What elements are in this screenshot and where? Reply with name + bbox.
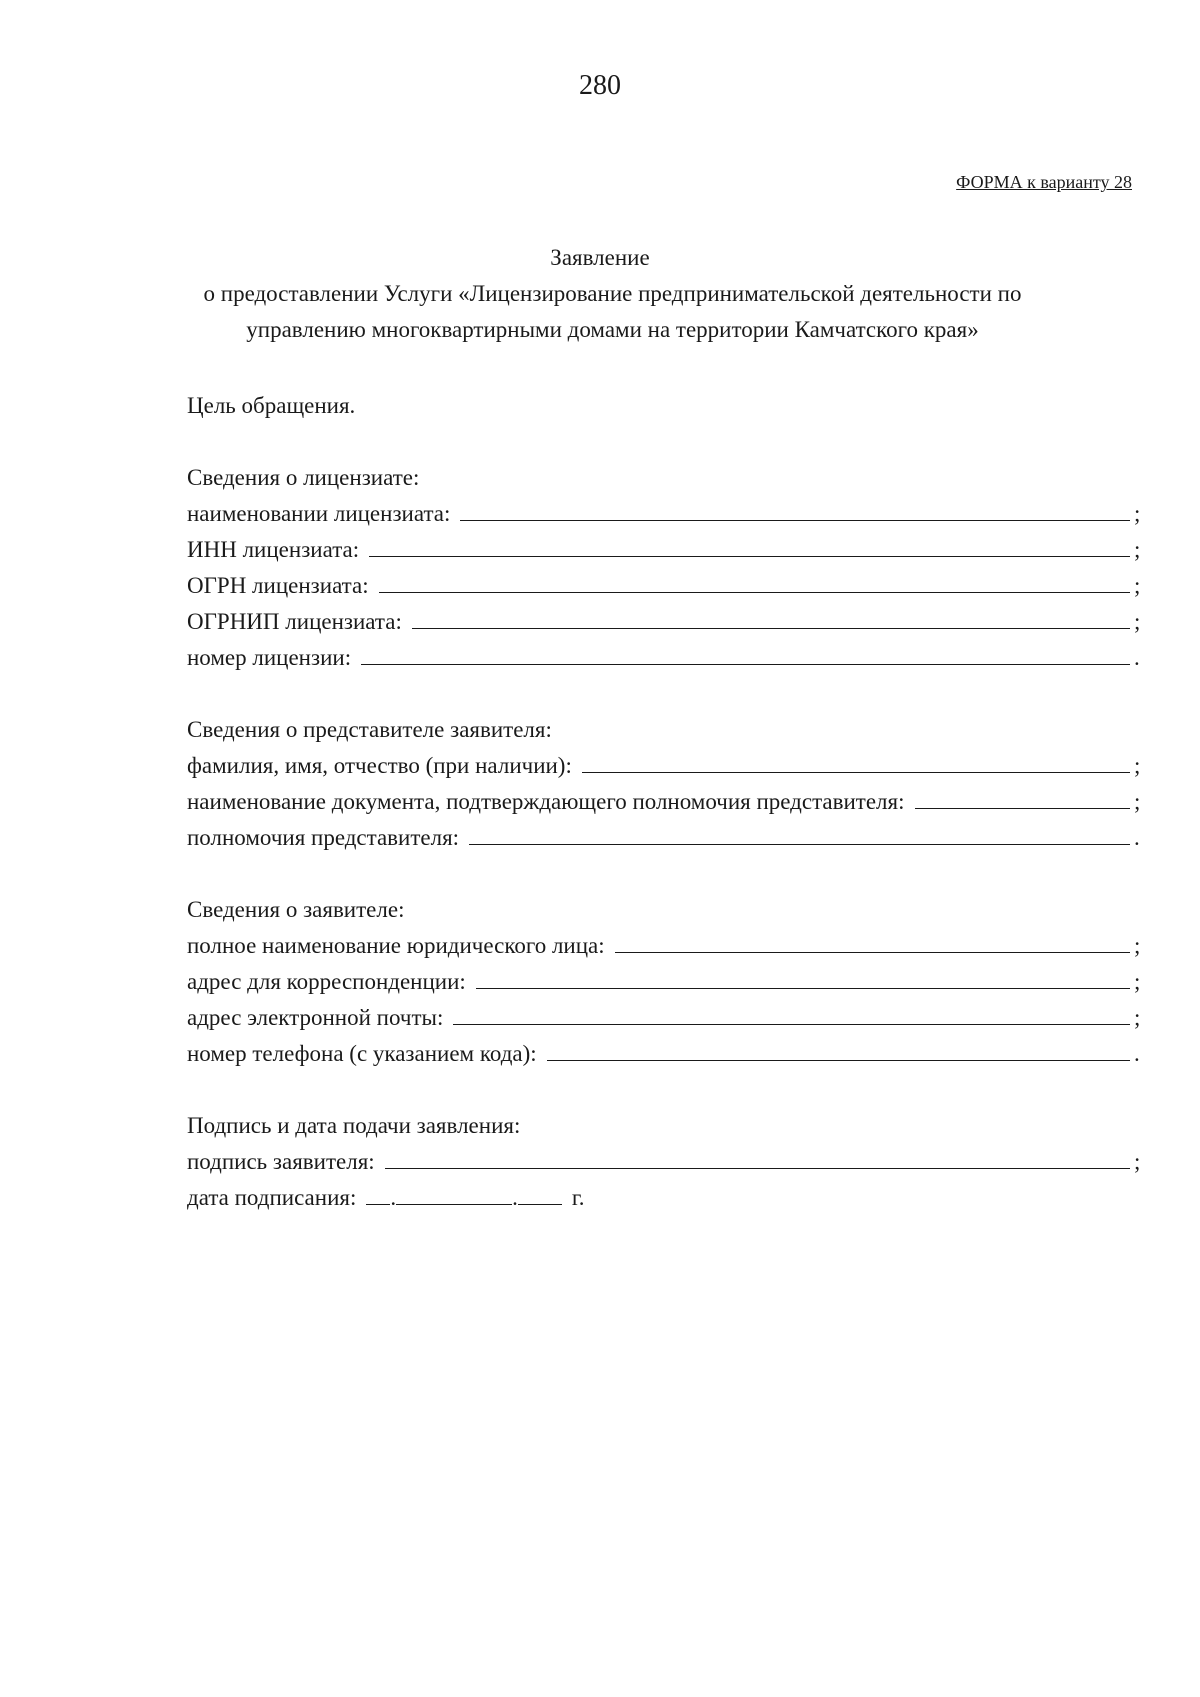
applicant-phone-row: номер телефона (с указанием кода): . [187, 1033, 1144, 1067]
field-label: ОГРНИП лицензиата: [187, 609, 402, 634]
representative-document-input[interactable] [915, 786, 1130, 809]
representative-fullname-input[interactable] [582, 750, 1130, 773]
applicant-email-input[interactable] [453, 1002, 1130, 1025]
representative-powers-input[interactable] [469, 822, 1130, 845]
field-label: дата подписания: [187, 1185, 357, 1210]
field-label: адрес для корреспонденции: [187, 969, 466, 994]
applicant-heading: Сведения о заявителе: [187, 897, 405, 922]
date-month-input[interactable] [396, 1182, 512, 1205]
license-number-input[interactable] [361, 642, 1130, 665]
licensee-heading: Сведения о лицензиате: [187, 465, 420, 490]
representative-document-row: наименование документа, подтверждающего полномочия представителя: ; [187, 781, 1144, 815]
licensee-inn-input[interactable] [369, 534, 1130, 557]
title-line-3: управлению многоквартирными домами на территории Камчатского края» [246, 317, 979, 342]
applicant-address-row: адрес для корреспонденции: ; [187, 961, 1144, 995]
date-year-input[interactable] [518, 1182, 562, 1205]
applicant-address-input[interactable] [476, 966, 1130, 989]
licensee-name-row: наименовании лицензиата: ; [187, 493, 1144, 527]
licensee-ogrnip-input[interactable] [412, 606, 1130, 629]
applicant-legal-name-row: полное наименование юридического лица: ; [187, 925, 1144, 959]
date-day-input[interactable] [366, 1182, 390, 1205]
signature-input[interactable] [385, 1146, 1130, 1169]
representative-heading: Сведения о представителе заявителя: [187, 717, 552, 742]
field-label: адрес электронной почты: [187, 1005, 444, 1030]
field-label: полномочия представителя: [187, 825, 460, 850]
licensee-ogrn-input[interactable] [379, 570, 1130, 593]
document-title [0, 240, 1200, 348]
licensee-name-input[interactable] [460, 498, 1130, 521]
purpose-label: Цель обращения. [187, 393, 356, 418]
field-label: ИНН лицензиата: [187, 537, 360, 562]
licensee-inn-row: ИНН лицензиата: ; [187, 529, 1144, 563]
applicant-legal-name-input[interactable] [615, 930, 1130, 953]
representative-fullname-row: фамилия, имя, отчество (при наличии): ; [187, 745, 1144, 779]
applicant-email-row: адрес электронной почты: ; [187, 997, 1144, 1031]
field-label: номер лицензии: [187, 645, 352, 670]
applicant-phone-input[interactable] [547, 1038, 1130, 1061]
field-label: номер телефона (с указанием кода): [187, 1041, 537, 1066]
field-label: наименовании лицензиата: [187, 501, 451, 526]
field-label: ОГРН лицензиата: [187, 573, 369, 598]
signature-heading: Подпись и дата подачи заявления: [187, 1113, 521, 1138]
field-label: подпись заявителя: [187, 1149, 375, 1174]
licensee-ogrnip-row: ОГРНИП лицензиата: ; [187, 601, 1144, 635]
page-number: 280 [579, 70, 621, 101]
title-line-1: Заявление [550, 245, 650, 270]
licensee-ogrn-row: ОГРН лицензиата: ; [187, 565, 1144, 599]
field-label: фамилия, имя, отчество (при наличии): [187, 753, 572, 778]
title-line-2: о предоставлении Услуги «Лицензирование предпринимательской деятельности по [203, 281, 1022, 306]
representative-powers-row: полномочия представителя: . [187, 817, 1144, 851]
signature-row: подпись заявителя: ; [187, 1141, 1144, 1175]
form-reference: ФОРМА к варианту 28 [956, 172, 1132, 192]
license-number-row: номер лицензии: . [187, 637, 1144, 671]
field-label: полное наименование юридического лица: [187, 933, 605, 958]
signing-date-row: дата подписания: . . г. [187, 1177, 1144, 1211]
field-label: наименование документа, подтверждающего полномочия представителя: [187, 789, 905, 814]
